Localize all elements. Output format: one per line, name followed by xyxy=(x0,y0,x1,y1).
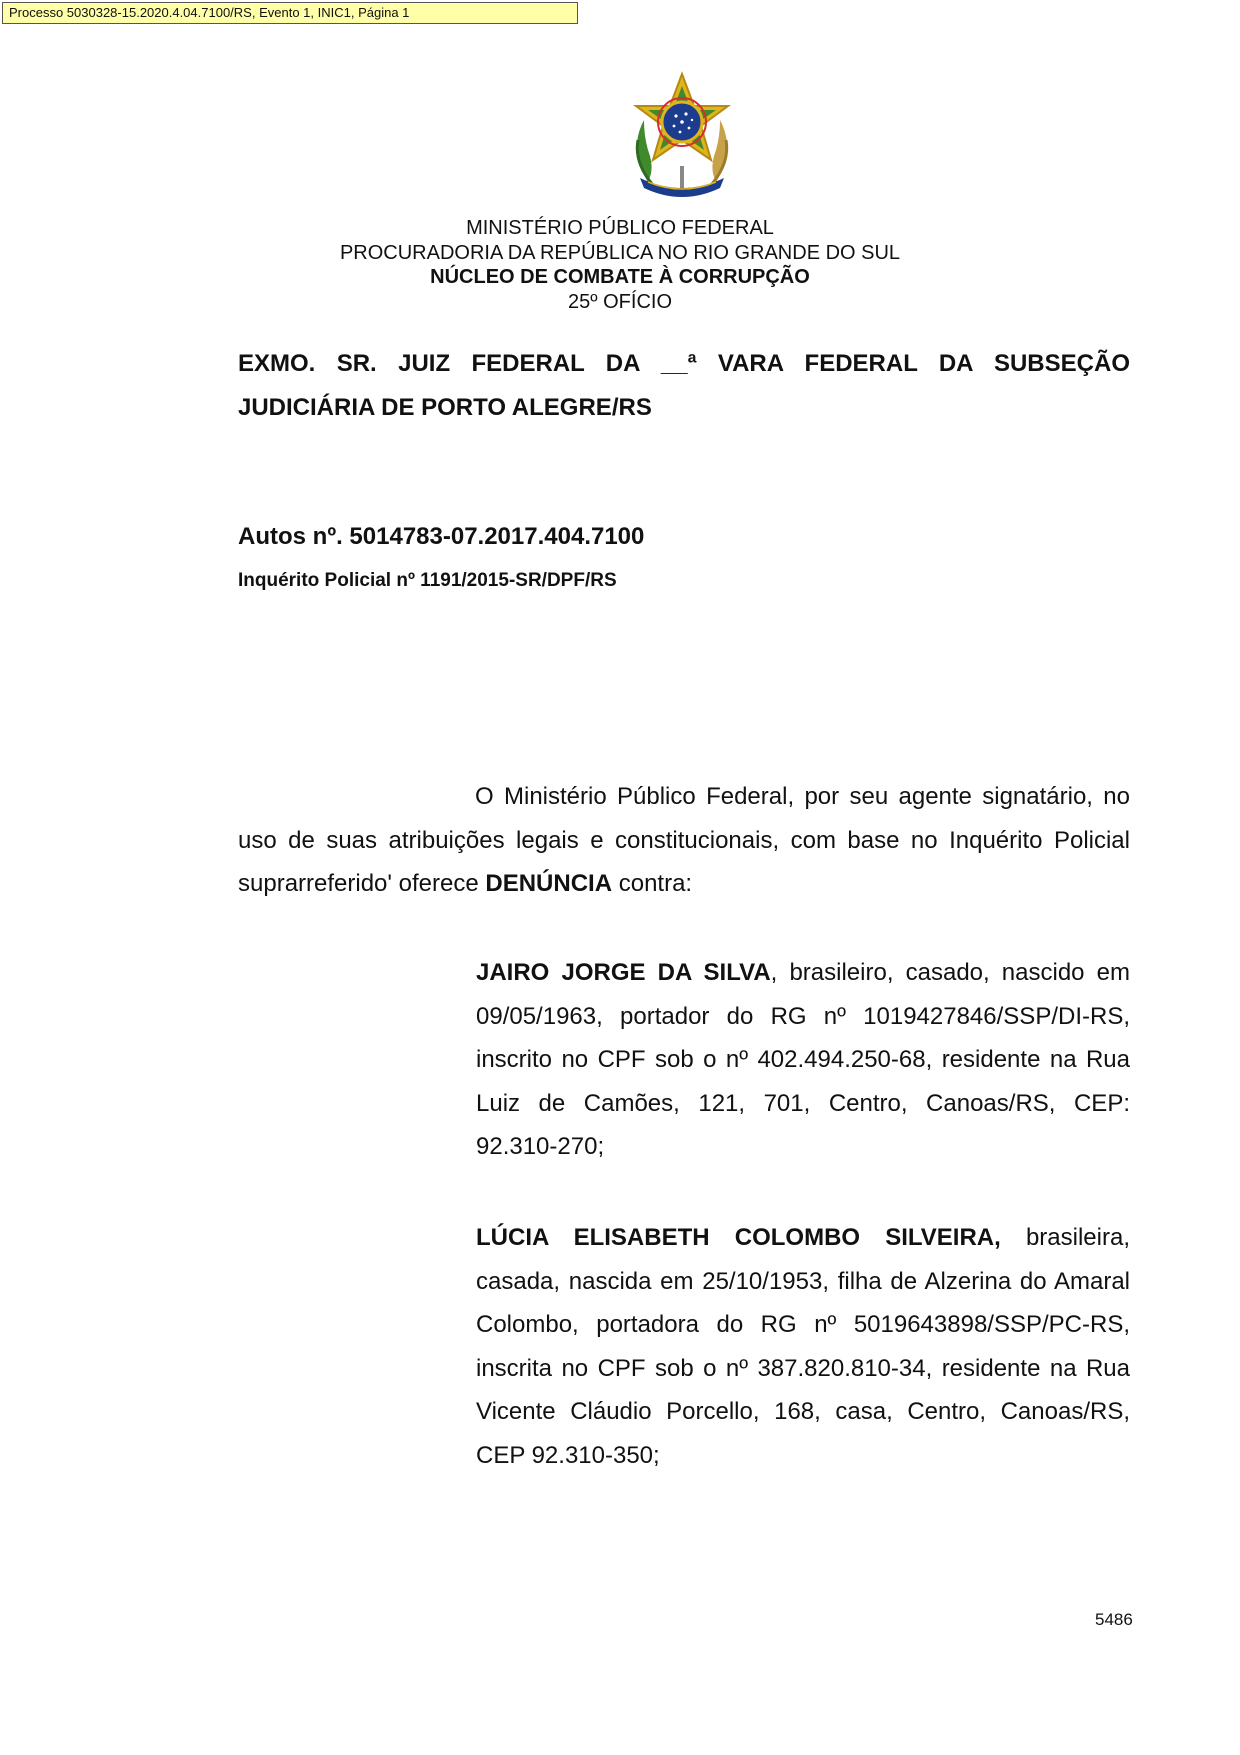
page-number: 5486 xyxy=(1095,1610,1133,1629)
intro-paragraph xyxy=(238,775,1130,906)
defendant-paragraph xyxy=(476,951,1130,1169)
process-stamp xyxy=(2,2,578,24)
intro-denuncia: DENÚNCIA xyxy=(485,870,613,897)
brazil-coat-of-arms-icon xyxy=(614,70,750,202)
defendant-name: JAIRO JORGE DA SILVA xyxy=(476,959,771,986)
defendant-paragraph xyxy=(476,1216,1130,1477)
header-oficio: 25º OFÍCIO xyxy=(568,290,672,313)
police-inquiry-number: Inquérito Policial nº 1191/2015-SR/DPF/RS xyxy=(238,570,617,591)
defendant-details: brasileira, casada, nascida em 25/10/1953, filha de Alzerina do Amaral Colombo, portadora do RG nº 5019643898/SSP/PC-RS, inscrita no CPF sob o nº 387.820.810-34, residente na Rua Vicente Cláudio Porcello, 168, casa, Centro, Canoas/RS, CEP 92.310-350; xyxy=(476,1224,1130,1469)
institution-header xyxy=(0,216,1240,314)
addressee: EXMO. SR. JUIZ FEDERAL DA __ª VARA FEDERAL DA SUBSEÇÃO JUDICIÁRIA DE PORTO ALEGRE/RS xyxy=(238,350,1130,421)
header-procuradoria: PROCURADORIA DA REPÚBLICA NO RIO GRANDE DO SUL xyxy=(339,241,901,264)
process-stamp-text: Processo 5030328-15.2020.4.04.7100/RS, Evento 1, INIC1, Página 1 xyxy=(9,5,410,20)
header-ministry: MINISTÉRIO PÚBLICO FEDERAL xyxy=(466,217,774,239)
defendant-name: LÚCIA ELISABETH COLOMBO SILVEIRA, xyxy=(476,1224,1001,1251)
defendant-details: , brasileiro, casado, nascido em 09/05/1963, portador do RG nº 1019427846/SSP/DI-RS, inscrito no CPF sob o nº 402.494.250-68, residente na Rua Luiz de Camões, 121, 701, Centro, Canoas/RS, CEP: 92.310-270; xyxy=(476,959,1131,1160)
intro-tail: contra: xyxy=(612,870,693,897)
case-number: Autos nº. 5014783-07.2017.404.7100 xyxy=(238,523,645,550)
header-nucleo: NÚCLEO DE COMBATE À CORRUPÇÃO xyxy=(430,266,810,288)
intro-text: O Ministério Público Federal, por seu agente signatário, no uso de suas atribuições legais e constitucionais, com base no Inquérito Policial suprarreferido' oferece xyxy=(238,783,1130,897)
